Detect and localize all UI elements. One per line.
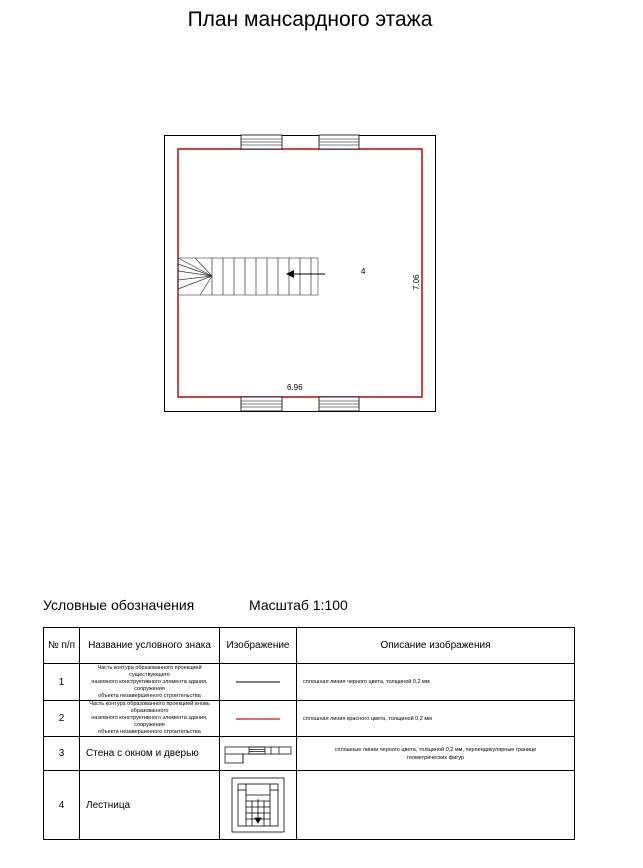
col-header-image: Изображение: [220, 628, 297, 664]
window-top-left: [241, 135, 282, 149]
row-num: 1: [44, 664, 80, 701]
row-description: сплошная линия красного цвета, толщиной 0,2 мм: [297, 701, 575, 737]
window-bottom-right: [319, 397, 359, 411]
legend-row-3: [44, 737, 575, 771]
window-top-right: [319, 135, 359, 149]
row-description: сплошные линии черного цвета, толщиной 0,2 мм, перпендикулярные границе геометрических фигур: [297, 737, 575, 771]
stairs-symbol: [226, 775, 290, 835]
row-num: 2: [44, 701, 80, 737]
stair-arrow: [286, 270, 325, 278]
legend-row-2: [44, 701, 575, 737]
legend-header-row: [44, 628, 575, 664]
legend-table: [43, 627, 575, 840]
row-description: [297, 771, 575, 840]
row-image: [220, 701, 297, 737]
scale-label: Масштаб 1:100: [249, 597, 348, 613]
red-line-symbol: [236, 716, 280, 722]
window-bottom-left: [241, 397, 282, 411]
page-title: План мансардного этажа: [187, 8, 433, 31]
staircase: [178, 258, 318, 295]
row-name: Стена с окном и дверью: [80, 737, 220, 771]
row-name: Часть контура образованного проекцией вновь образованного наземного конструктивного элемента здания, сооружения объекта незавершенного строительства: [80, 701, 220, 737]
col-header-description: Описание изображения: [297, 628, 575, 664]
room-number: 4: [361, 267, 366, 276]
row-image: [220, 664, 297, 701]
row-num: 4: [44, 771, 80, 840]
row-name: Часть контура образованного проекцией существующего наземного конструктивного элемента здания, сооружения объекта незавершенного строительства: [80, 664, 220, 701]
row-description: сплошная линия черного цвета, толщиной 0,2 мм: [297, 664, 575, 701]
black-line-symbol: [236, 679, 280, 685]
wall-window-door-symbol: [223, 743, 293, 765]
legend-row-4: [44, 771, 575, 840]
row-name: Лестница: [80, 771, 220, 840]
col-header-num: № п/п: [44, 628, 80, 664]
legend-row-1: [44, 664, 575, 701]
row-image: [220, 737, 297, 771]
height-dimension: 7.06: [412, 274, 421, 290]
col-header-name: Название условного знака: [80, 628, 220, 664]
row-image: [220, 771, 297, 840]
row-num: 3: [44, 737, 80, 771]
width-dimension: 6.96: [287, 383, 303, 392]
legend-heading: Условные обозначения: [43, 597, 195, 613]
